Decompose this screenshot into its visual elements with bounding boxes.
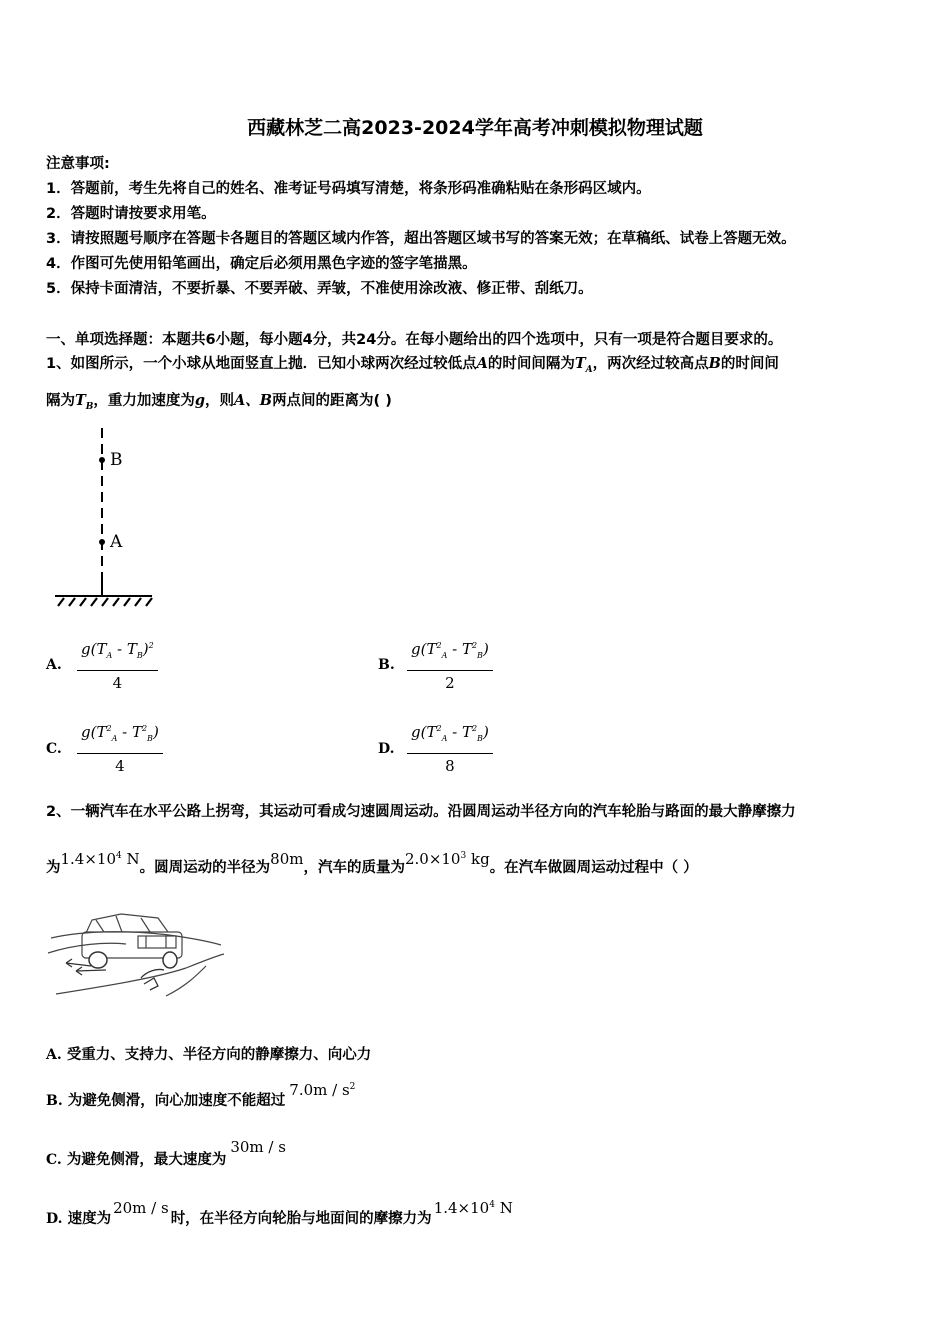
notice-item-2: 2．答题时请按要求用笔。 (46, 206, 216, 222)
q1-option-d-formula: $\frac{g(T^2_A - T^2_B)}{8}$ (407, 715, 493, 778)
notice-item-4: 4．作图可先使用铅笔画出，确定后必须用黑色字迹的签字笔描黑。 (46, 256, 477, 272)
q1-option-c-formula: $\frac{g(T^2_A - T^2_B)}{4}$ (77, 715, 163, 778)
q2-line1: 2、一辆汽车在水平公路上拐弯，其运动可看成匀速圆周运动。沿圆周运动半径方向的汽车轮胎与路面的最大静摩擦力 (46, 804, 796, 820)
q1-option-a-formula: $\frac{g(T_A - T_B)^2}{4}$ (77, 632, 158, 695)
q2-force: $1.4\times 10^4$ N (60, 850, 140, 868)
q2-option-d: D. 速度为20m / s时，在半径方向轮胎与地面间的摩擦力为$1.4\times 10^4$ N (46, 1199, 513, 1227)
ground-hatch (58, 598, 152, 606)
q2-line2: 为$1.4\times 10^4$ N。圆周运动的半径为80m，汽车的质量为$2.0\times 10^3$ kg。在汽车做圆周运动过程中（ ） (46, 850, 698, 876)
q2-car-figure (46, 908, 226, 1003)
q1-option-b-letter: B. (378, 657, 395, 673)
notice-item-3: 3．请按照题号顺序在答题卡各题目的答题区域内作答，超出答题区域书写的答案无效；在草稿纸、试卷上答题无效。 (46, 231, 796, 247)
point-a-dot (99, 539, 105, 545)
q1-line2: 隔为$T_B$，重力加速度为g，则A、B两点间的距离为( ) (46, 392, 392, 412)
road-edge-outer (51, 932, 221, 945)
q1-option-d-letter: D. (378, 741, 395, 757)
notice-heading: 注意事项: (46, 156, 110, 172)
q2-option-b: B. 为避免侧滑，向心加速度不能超过$7.0m / s^2$ (46, 1081, 356, 1109)
notice-item-1: 1．答题前，考生先将自己的姓名、准考证号码填写清楚，将条形码准确粘贴在条形码区域内。 (46, 181, 651, 197)
point-b-dot (99, 457, 105, 463)
force-arrows (66, 959, 164, 990)
q1-option-a-letter: A. (46, 657, 62, 673)
car-rear-panel (138, 936, 176, 948)
q2-option-c: C. 为避免侧滑，最大速度为30m / s (46, 1138, 286, 1168)
q1-option-b-formula: $\frac{g(T^2_A - T^2_B)}{2}$ (407, 632, 493, 695)
q2-radius: 80m (270, 850, 304, 868)
label-a: A (110, 532, 123, 552)
section-heading: 一、单项选择题：本题共6小题，每小题4分，共24分。在每小题给出的四个选项中，只有一项是符合题目要求的。 (46, 332, 783, 348)
q2-option-a: A. 受重力、支持力、半径方向的静摩擦力、向心力 (46, 1047, 372, 1063)
notice-item-5: 5．保持卡面清洁，不要折暴、不要弄破、弄皱，不准使用涂改液、修正带、刮纸刀。 (46, 281, 593, 297)
q1-line1: 1、如图所示，一个小球从地面竖直上抛．已知小球两次经过较低点A的时间间隔为$T_A$，两次经过较高点B的时间间 (46, 355, 779, 375)
page-title: 西藏林芝二高2023-2024学年高考冲刺模拟物理试题 (247, 117, 703, 139)
label-b: B (110, 450, 123, 470)
car-wheel (89, 952, 107, 968)
q1-figure (50, 426, 160, 611)
q2-mass: $2.0\times 10^3$ kg (404, 850, 490, 868)
q1-option-c-letter: C. (46, 741, 62, 757)
